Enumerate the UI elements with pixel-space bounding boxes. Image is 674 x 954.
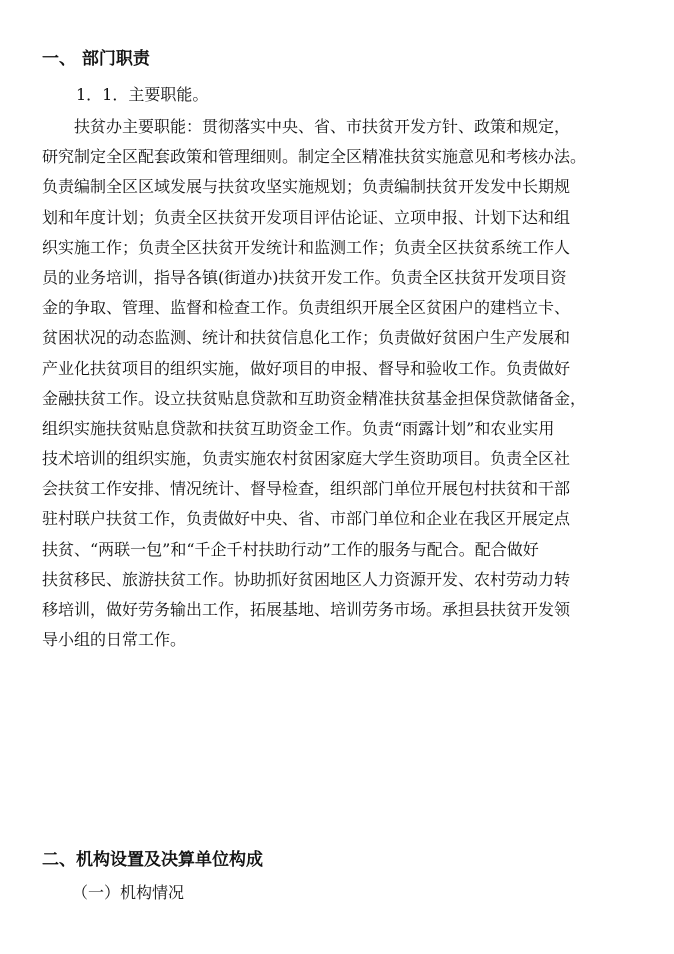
body-line: 贫困状况的动态监测、统计和扶贫信息化工作；负责做好贫困户生产发展和 [42, 328, 571, 348]
section-1-subtitle: 1．1．主要职能。 [76, 85, 209, 104]
body-line: 驻村联户扶贫工作，负责做好中央、省、市部门单位和企业在我区开展定点 [42, 509, 571, 529]
body-line: 金融扶贫工作。设立扶贫贴息贷款和互助资金精准扶贫基金担保贷款储备金， [42, 388, 587, 408]
body-line: 产业化扶贫项目的组织实施，做好项目的申报、督导和验收工作。负责做好 [42, 358, 571, 378]
section-2-subtitle: （一）机构情况 [72, 883, 185, 902]
section-1-body [42, 112, 642, 655]
section-1-title: 一、 部门职责 [42, 49, 150, 69]
body-line: 织实施工作；负责全区扶贫开发统计和监测工作；负责全区扶贫系统工作人 [42, 237, 571, 257]
body-line: 导小组的日常工作。 [42, 630, 187, 650]
body-line: 员的业务培训，指导各镇(街道办)扶贫开发工作。负责全区扶贫开发项目资 [42, 267, 567, 287]
body-line: 技术培训的组织实施，负责实施农村贫困家庭大学生资助项目。负责全区社 [42, 449, 571, 469]
section-2-title: 二、机构设置及决算单位构成 [42, 850, 263, 870]
body-line: 研究制定全区配套政策和管理细则。制定全区精准扶贫实施意见和考核办法。 [42, 147, 587, 167]
body-line: 金的争取、管理、监督和检查工作。负责组织开展全区贫困户的建档立卡、 [42, 298, 571, 318]
body-line: 扶贫办主要职能：贯彻落实中央、省、市扶贫开发方针、政策和规定， [74, 117, 571, 136]
body-line: 扶贫、“两联一包”和“千企千村扶助行动”工作的服务与配合。配合做好 [42, 539, 539, 559]
body-line: 划和年度计划；负责全区扶贫开发项目评估论证、立项申报、计划下达和组 [42, 207, 571, 227]
body-line: 组织实施扶贫贴息贷款和扶贫互助资金工作。负责“雨露计划”和农业实用 [42, 418, 555, 438]
body-line: 扶贫移民、旅游扶贫工作。协助抓好贫困地区人力资源开发、农村劳动力转 [42, 569, 571, 589]
body-line: 负责编制全区区域发展与扶贫攻坚实施规划；负责编制扶贫开发发中长期规 [42, 177, 571, 197]
body-line: 会扶贫工作安排、情况统计、督导检查，组织部门单位开展包村扶贫和干部 [42, 479, 571, 499]
body-line: 移培训，做好劳务输出工作，拓展基地、培训劳务市场。承担县扶贫开发领 [42, 600, 571, 619]
